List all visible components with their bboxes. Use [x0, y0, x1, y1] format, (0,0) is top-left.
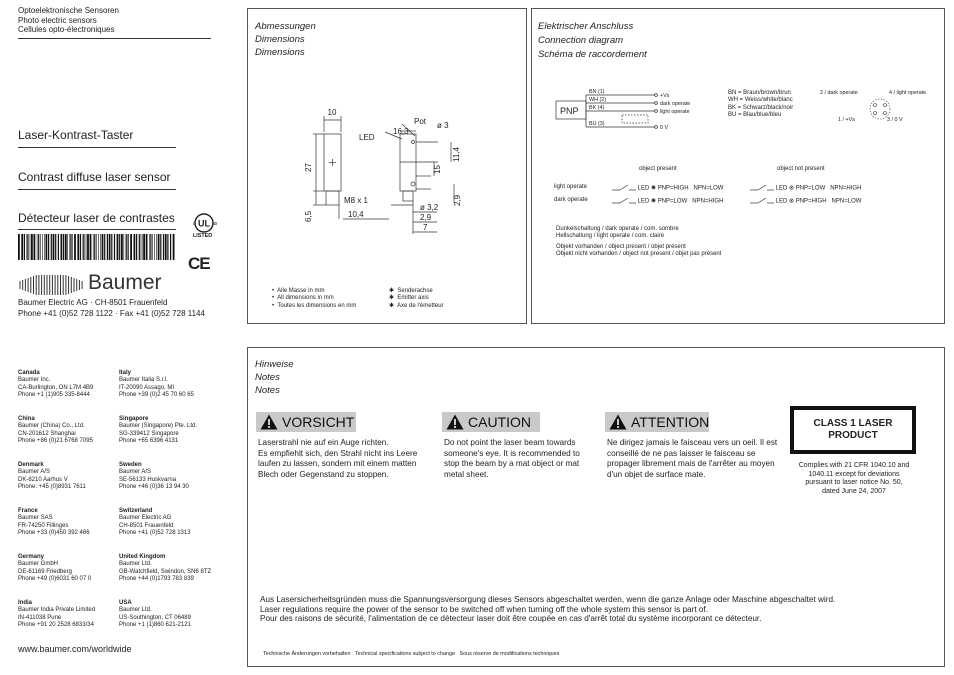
warning-text: Do not point the laser beam towards someone's eye. It is recommended to stop the beam by a mat object or mat metal sheet. — [444, 438, 580, 479]
wiring-diagram — [552, 87, 732, 137]
dimension-notes-right — [389, 288, 444, 310]
switch-icon — [612, 197, 636, 205]
wire-bn: BN (1) — [589, 89, 605, 95]
dim-10-4: 10,4 — [348, 210, 364, 219]
ul-listed-mark — [191, 212, 217, 242]
row-dark-operate: dark operate — [554, 197, 588, 203]
switch-state-row — [612, 197, 723, 206]
legend-item: BN = Braun/brown/brun — [728, 90, 791, 96]
led-on-icon: ✺ — [651, 185, 657, 192]
led-label: LED — [637, 198, 650, 205]
legend-item: BK = Schwarz/black/noir — [728, 104, 794, 111]
wire-wh: WH (2) — [589, 97, 607, 103]
dim-7: 7 — [423, 223, 428, 232]
output-state: PNP=HIGH NPN=LOW — [657, 185, 724, 192]
wire-bu: BU (3) — [589, 121, 605, 127]
contact-company: Baumer (China) Co., Ltd. — [18, 423, 85, 430]
pin-1: 1 / +Vs — [838, 117, 855, 123]
contact-address: US-Southington, CT 06489 — [119, 614, 191, 621]
svg-text:us: us — [212, 221, 217, 227]
title-fr: Schéma de raccordement — [538, 49, 647, 60]
warning-text: Laserstrahl nie auf ein Auge richten. Es empfiehlt sich, den Strahl nicht ins Leere laufen zu lassen, sondern mit einem matten Blech oder Gegenstand zu stoppen. — [258, 438, 418, 479]
note-item: ✱ Axe de l'émetteur — [389, 302, 444, 309]
output-state: PNP=HIGH NPN=LOW — [795, 198, 862, 205]
category-en: Photo electric sensors — [18, 15, 97, 25]
contact-phone: Phone +46 (0)36 13 94 30 — [119, 484, 189, 491]
contact-address: CN-201612 Shanghai — [18, 430, 76, 437]
switch-state-row — [612, 184, 723, 193]
dimension-notes-left — [272, 288, 356, 310]
product-name-fr: Détecteur laser de contrastes — [18, 211, 175, 225]
divider — [18, 189, 176, 190]
contact-country: India — [18, 600, 33, 606]
svg-text:c: c — [193, 221, 196, 227]
pin-2: 2 / dark operate — [820, 90, 858, 96]
category-fr: Cellules opto-électroniques — [18, 25, 115, 34]
website-link[interactable]: www.baumer.com/worldwide — [18, 644, 132, 654]
warning-triangle-icon — [446, 414, 464, 430]
contact-card — [18, 508, 116, 538]
divider — [18, 147, 176, 148]
contact-phone: Phone +44 (0)1793 783 839 — [119, 576, 194, 583]
output-state: PNP=LOW NPN=HIGH — [795, 185, 862, 192]
contact-country: Germany — [18, 554, 45, 560]
header-category — [18, 6, 119, 35]
contact-card — [18, 554, 116, 584]
title-en: Dimensions — [255, 34, 305, 45]
contact-phone: Phone +33 (0)450 392 466 — [18, 530, 90, 537]
svg-text:UL: UL — [198, 218, 210, 229]
contact-country: United Kingdom — [119, 554, 166, 560]
contact-phone: Phone +91 20 2528 6833/34 — [18, 622, 94, 629]
contact-address: DE-61169 Friedberg — [18, 568, 72, 575]
contact-address: CA-Burlington, ON L7M 4B9 — [18, 384, 94, 391]
contact-phone: Phone: +45 (0)8931 7611 — [18, 484, 86, 491]
contact-address: SE-56133 Huskvarna — [119, 476, 177, 483]
contact-phone: Phone +86 (0)21 6768 7095 — [18, 438, 93, 445]
switch-state-row — [750, 184, 861, 193]
head-object-present: object present — [639, 166, 677, 172]
row-light-operate: light operate — [554, 184, 588, 190]
led-off-icon: ⊗ — [789, 198, 795, 205]
contact-company: Baumer Electric AG — [119, 515, 172, 522]
output-vs: +Vs — [660, 93, 670, 99]
contact-phone: Phone +49 (0)6031 60 07 0 — [18, 576, 92, 583]
dim-2-9-h: 2,9 — [420, 213, 432, 222]
dim-led: LED — [359, 133, 375, 142]
connection-panel — [531, 8, 945, 324]
ce-mark: CE — [188, 254, 210, 273]
warning-label — [256, 412, 356, 432]
compliance-text: Complies with 21 CFR 1040.10 and 1040.11 except for deviations pursuant to laser notice No. 50, dated June 24, 2007 — [798, 462, 910, 495]
title-fr: Dimensions — [255, 47, 305, 58]
note-item: ✱ Senderachse — [389, 288, 433, 294]
note-item: ✱ Emitter axis — [389, 295, 429, 302]
note-dark-operate: Dunkelschaltung / dark operate / com. sombre — [556, 226, 679, 232]
contact-company: Baumer India Private Limited — [18, 607, 96, 614]
contact-card — [119, 416, 217, 446]
warning-triangle-icon — [609, 414, 627, 430]
warning-triangle-icon — [260, 414, 278, 430]
title-en: Notes — [255, 372, 280, 383]
dimension-drawing — [303, 104, 483, 239]
product-name-en: Contrast diffuse laser sensor — [18, 170, 171, 184]
switch-icon — [750, 184, 774, 192]
company-address: Baumer Electric AG · CH-8501 Frauenfeld — [18, 298, 168, 307]
contact-address: CH-8501 Frauenfeld — [119, 522, 174, 529]
legend-item: BU = Blau/blue/bleu — [728, 112, 782, 119]
note-item: • All dimensions in mm — [272, 295, 334, 302]
contact-company: Baumer (Singapore) Pte. Ltd. — [119, 423, 198, 430]
dim-m8: M8 x 1 — [344, 196, 369, 205]
dimensions-title — [255, 20, 316, 59]
warning-label-text: VORSICHT — [282, 414, 355, 430]
note-item: • Alle Masse in mm — [272, 288, 325, 294]
barcode — [18, 234, 176, 260]
note-object-not-present: Objekt nicht vorhanden / object not present / objet pas présent — [556, 251, 722, 258]
contact-country: Denmark — [18, 462, 44, 468]
product-name-de: Laser-Kontrast-Taster — [18, 128, 134, 142]
dim-d3: ø 3 — [437, 121, 449, 130]
led-off-icon: ⊗ — [789, 185, 795, 192]
contact-country: Canada — [18, 370, 40, 376]
contact-country: China — [18, 416, 35, 422]
contact-address: SG-339412 Singapore — [119, 430, 179, 437]
dim-pot: Pot — [414, 117, 427, 126]
contact-company: Baumer Italia S.r.l. — [119, 377, 169, 384]
power-note-fr: Pour des raisons de sécurité, l'alimentation de ce détecteur laser doit être coupée en cas d'arrêt total du système incorporant ce détecteur. — [260, 614, 762, 623]
contact-company: Baumer A/S — [119, 469, 152, 476]
power-notes — [260, 595, 860, 624]
dim-16-3: 16,3 — [393, 127, 409, 136]
contact-company: Baumer Ltd. — [119, 561, 152, 568]
contact-company: Baumer Ltd. — [119, 607, 152, 614]
led-label: LED — [637, 185, 650, 192]
led-on-icon: ✺ — [651, 198, 657, 205]
dim-10: 10 — [327, 108, 337, 117]
mode-notes — [556, 226, 721, 259]
contact-country: USA — [119, 600, 132, 606]
contact-card — [119, 370, 217, 400]
wire-color-legend — [728, 90, 793, 120]
output-light: light operate — [660, 109, 690, 115]
contact-card — [18, 462, 116, 492]
contact-address: GB-Watchfield, Swindon, SN6 8TZ — [119, 568, 212, 575]
dim-6-5: 6,5 — [304, 210, 313, 222]
contact-card — [119, 600, 217, 630]
pin-4: 4 / light operate — [889, 90, 927, 96]
warning-label — [442, 412, 540, 432]
notes-title — [255, 358, 294, 397]
category-de: Optoelektronische Sensoren — [18, 6, 119, 15]
dim-11-4: 11,4 — [452, 147, 461, 162]
contact-phone: Phone +65 6396 4131 — [119, 438, 179, 445]
note-light-operate: Hellschaltung / light operate / com. claire — [556, 233, 665, 240]
baumer-logo — [18, 271, 162, 296]
divider — [18, 38, 211, 39]
contact-card — [119, 554, 217, 584]
dimensions-panel — [247, 8, 527, 324]
title-de: Abmessungen — [255, 21, 316, 32]
warning-text: Ne dirigez jamais le faisceau vers un oeil. Il est conseillé de ne pas laisser le faisceau se propager librement mais de l'arrêter au moyen d'un objet de surface mate. — [607, 438, 778, 479]
pin-3: 3 / 0 V — [887, 117, 903, 123]
laser-class-label — [790, 406, 916, 454]
contact-company: Baumer Inc. — [18, 377, 51, 384]
divider — [18, 229, 176, 230]
connection-title — [538, 20, 647, 62]
contact-card — [119, 508, 217, 538]
power-note-en: Laser regulations require the power of the sensor to be switched off when turning off the whole system this sensor is part of. — [260, 604, 708, 614]
contact-address: IN-411038 Pune — [18, 614, 62, 621]
logo-graphic-icon — [18, 275, 86, 295]
dim-15: 15 — [433, 165, 442, 174]
led-label: LED — [775, 198, 788, 205]
output-dark: dark operate — [660, 101, 691, 107]
switch-state-row — [750, 197, 861, 206]
contact-card — [119, 462, 217, 492]
contact-company: Baumer A/S — [18, 469, 51, 476]
title-de: Elektrischer Anschluss — [538, 21, 634, 32]
contact-card — [18, 600, 116, 630]
output-state: PNP=LOW NPN=HIGH — [657, 198, 724, 205]
dim-27: 27 — [304, 163, 313, 172]
company-phone: Phone +41 (0)52 728 1122 · Fax +41 (0)52 728 1144 — [18, 309, 205, 318]
warning-label — [605, 412, 709, 432]
title-de: Hinweise — [255, 359, 294, 370]
contact-address: DK-8210 Aarhus V — [18, 476, 68, 483]
contact-country: Singapore — [119, 416, 149, 422]
contact-card — [18, 370, 116, 400]
warning-label-text: ATTENTION — [631, 414, 710, 430]
contact-phone: Phone +39 (0)2 45 70 60 65 — [119, 392, 194, 399]
title-en: Connection diagram — [538, 35, 624, 46]
dim-d3-2: ø 3,2 — [420, 203, 439, 212]
contact-country: Sweden — [119, 462, 142, 468]
contact-country: Italy — [119, 370, 132, 376]
contact-phone: Phone +1 (1)905 335-8444 — [18, 392, 90, 399]
wire-bk: BK (4) — [589, 105, 605, 111]
legend-item: WH = Weiss/white/blanc — [728, 97, 793, 104]
led-label: LED — [775, 185, 788, 192]
footer-note: Technische Änderungen vorbehalten Technical specifications subject to change Sous réserve de modifications techniques — [263, 651, 560, 657]
pnp-label: PNP — [560, 106, 579, 116]
switch-icon — [612, 184, 636, 192]
contact-country: France — [18, 508, 38, 514]
note-item: • Toutes les dimensions en mm — [272, 302, 357, 309]
contact-phone: Phone +1 (1)860 621-2121 — [119, 622, 191, 629]
power-note-de: Aus Lasersicherheitsgründen muss die Spannungsversorgung dieses Sensors abgeschaltet werden, wenn die ganze Anlage oder Maschine abgeschaltet wird. — [260, 595, 836, 604]
contact-company: Baumer SAS — [18, 515, 53, 522]
laser-class-text: CLASS 1 LASER PRODUCT — [794, 410, 912, 450]
contact-phone: Phone +41 (0)52 728 1313 — [119, 530, 191, 537]
notes-panel — [247, 347, 945, 667]
logo-wordmark: Baumer — [88, 271, 162, 294]
contact-country: Switzerland — [119, 508, 153, 514]
contact-address: FR-74250 Fillinges — [18, 522, 69, 529]
dim-2-9-v: 2,9 — [453, 194, 462, 206]
contact-address: IT-20090 Assago, MI — [119, 384, 175, 391]
contact-card — [18, 416, 116, 446]
warning-label-text: CAUTION — [468, 414, 531, 430]
head-object-not-present: object not present — [777, 166, 825, 172]
contact-company: Baumer GmbH — [18, 561, 59, 568]
title-fr: Notes — [255, 385, 280, 396]
output-0v: 0 V — [660, 125, 669, 131]
note-object-present: Objekt vorhanden / object present / objet présent — [556, 243, 686, 250]
switch-icon — [750, 197, 774, 205]
listed-label: LISTED — [193, 233, 213, 239]
